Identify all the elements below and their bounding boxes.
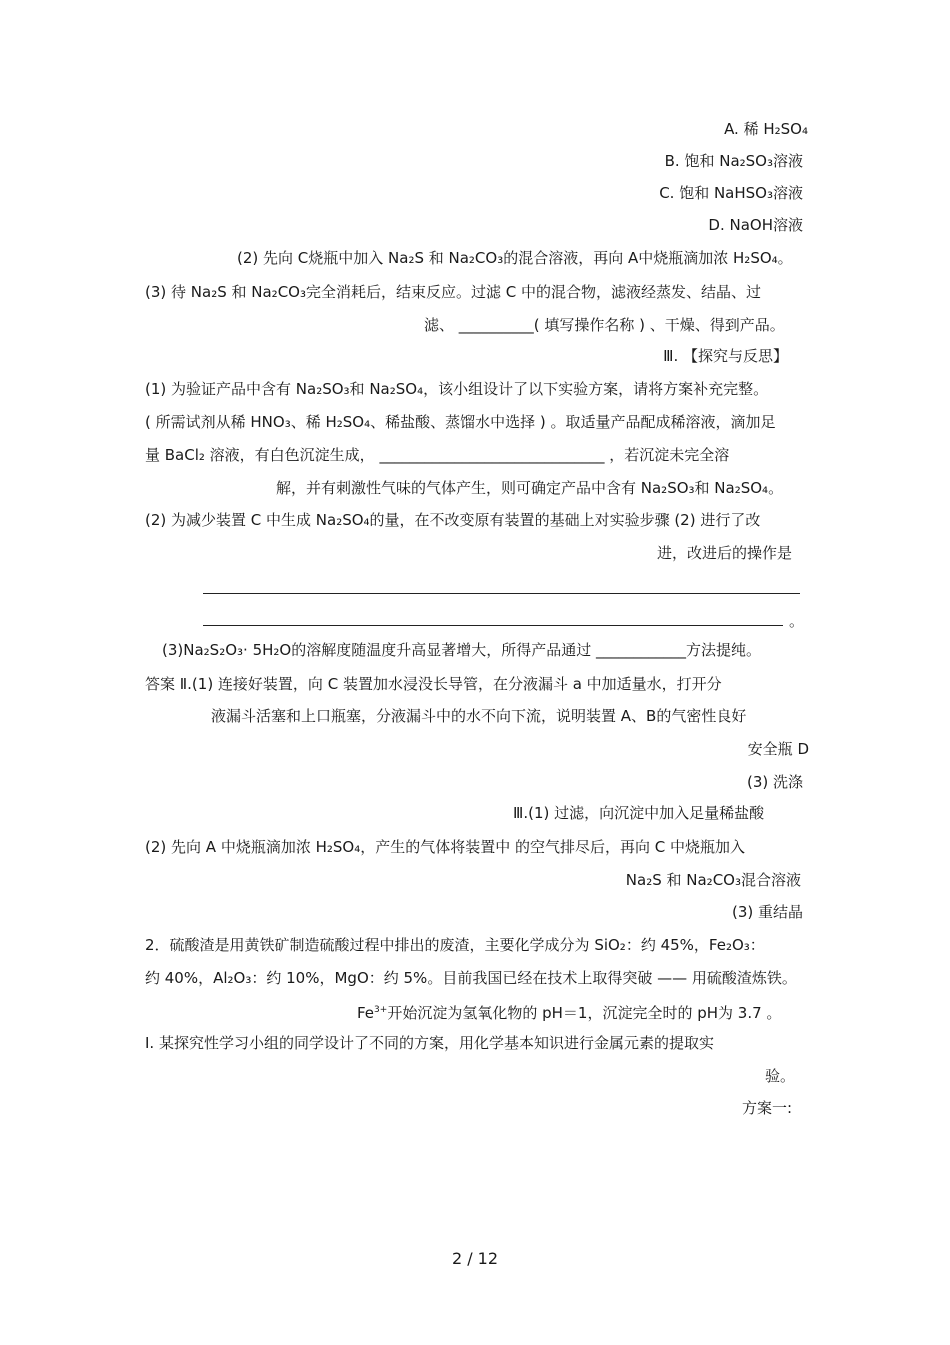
answer-blank-line-1 (203, 593, 800, 594)
answer-ii-2: 安全瓶 D (747, 740, 809, 758)
option-b: B. 饱和 Na₂SO₃溶液 (664, 152, 803, 170)
step-3-text: (3) 待 Na₂S 和 Na₂CO₃完全消耗后，结束反应。过滤 C 中的混合物，滤液经蒸发、结晶、过 (145, 283, 761, 301)
fe-charge: 3+ (374, 1005, 388, 1015)
question-2-text-cont: 进，改进后的操作是 (657, 544, 793, 562)
answer-ii-1: 答案 Ⅱ.(1) 连接好装置，向 C 装置加水浸没长导管，在分液漏斗 a 中加适量水，打开分 (145, 675, 722, 693)
answer-iii-3: (3) 重结晶 (731, 903, 803, 921)
question-1-reagents: ( 所需试剂从稀 HNO₃、稀 H₂SO₄、稀盐酸、蒸馏水中选择 ) 。取适量产品配成稀溶液，滴加足 (145, 413, 776, 431)
question-1-text: (1) 为验证产品中含有 Na₂SO₃和 Na₂SO₄，该小组设计了以下实验方案，请将方案补充完整。 (145, 380, 769, 398)
option-c: C. 饱和 NaHSO₃溶液 (659, 184, 803, 202)
problem-2-intro: 2．硫酸渣是用黄铁矿制造硫酸过程中排出的废渣，主要化学成分为 SiO₂：约 45%，Fe₂O₃： (145, 936, 765, 954)
answer-blank-line-2 (203, 625, 783, 626)
question-1-conclusion: 解，并有刺激性气味的气体产生，则可确定产品中含有 Na₂SO₃和 Na₂SO₄。 (276, 479, 784, 497)
option-a: A. 稀 H₂SO₄ (724, 120, 808, 138)
question-1-blank-line: 量 BaCl₂ 溶液，有白色沉淀生成， ______________________________ ，若沉淀未完全溶 (145, 446, 730, 464)
scheme-one-heading: 方案一: (741, 1099, 792, 1117)
fe-ph-text: 开始沉淀为氢氧化物的 pH＝1，沉淀完全时的 pH为 3.7 。 (387, 1004, 782, 1022)
fe-symbol: Fe (357, 1004, 375, 1022)
answer-iii-2-cont: Na₂S 和 Na₂CO₃混合溶液 (625, 871, 801, 889)
option-d: D. NaOH溶液 (708, 216, 803, 234)
part-i-text-cont: 验。 (764, 1067, 795, 1085)
answer-ii-3: (3) 洗涤 (746, 773, 803, 791)
answer-blank-period: 。 (789, 612, 805, 630)
page-number: 2 / 12 (451, 1249, 499, 1268)
problem-2-composition: 约 40%，Al₂O₃：约 10%，MgO：约 5%。目前我国已经在技术上取得突破 —— 用硫酸渣炼铁。 (145, 969, 797, 987)
answer-iii-1: Ⅲ.(1) 过滤，向沉淀中加入足量稀盐酸 (513, 804, 765, 822)
section-heading-iii: Ⅲ. 【探究与反思】 (663, 347, 788, 365)
question-3-text: (3)Na₂S₂O₃· 5H₂O的溶解度随温度升高显著增大，所得产品通过 ____________方法提纯。 (162, 641, 761, 659)
step-3-text-cont: 滤、 __________( 填写操作名称 ) 、干燥、得到产品。 (424, 316, 785, 334)
problem-2-fe-ph (357, 1000, 781, 1023)
part-i-text: Ⅰ. 某探究性学习小组的同学设计了不同的方案，用化学基本知识进行金属元素的提取实 (145, 1034, 714, 1052)
step-2-text: (2) 先向 C烧瓶中加入 Na₂S 和 Na₂CO₃的混合溶液，再向 A中烧瓶滴加浓 H₂SO₄。 (237, 249, 793, 267)
question-2-text: (2) 为减少装置 C 中生成 Na₂SO₄的量，在不改变原有装置的基础上对实验步骤 (2) 进行了改 (145, 511, 761, 529)
answer-iii-2: (2) 先向 A 中烧瓶滴加浓 H₂SO₄，产生的气体将装置中 的空气排尽后，再向 C 中烧瓶加入 (145, 838, 745, 856)
answer-ii-1-cont: 液漏斗活塞和上口瓶塞，分液漏斗中的水不向下流，说明装置 A、B的气密性良好 (211, 707, 747, 725)
